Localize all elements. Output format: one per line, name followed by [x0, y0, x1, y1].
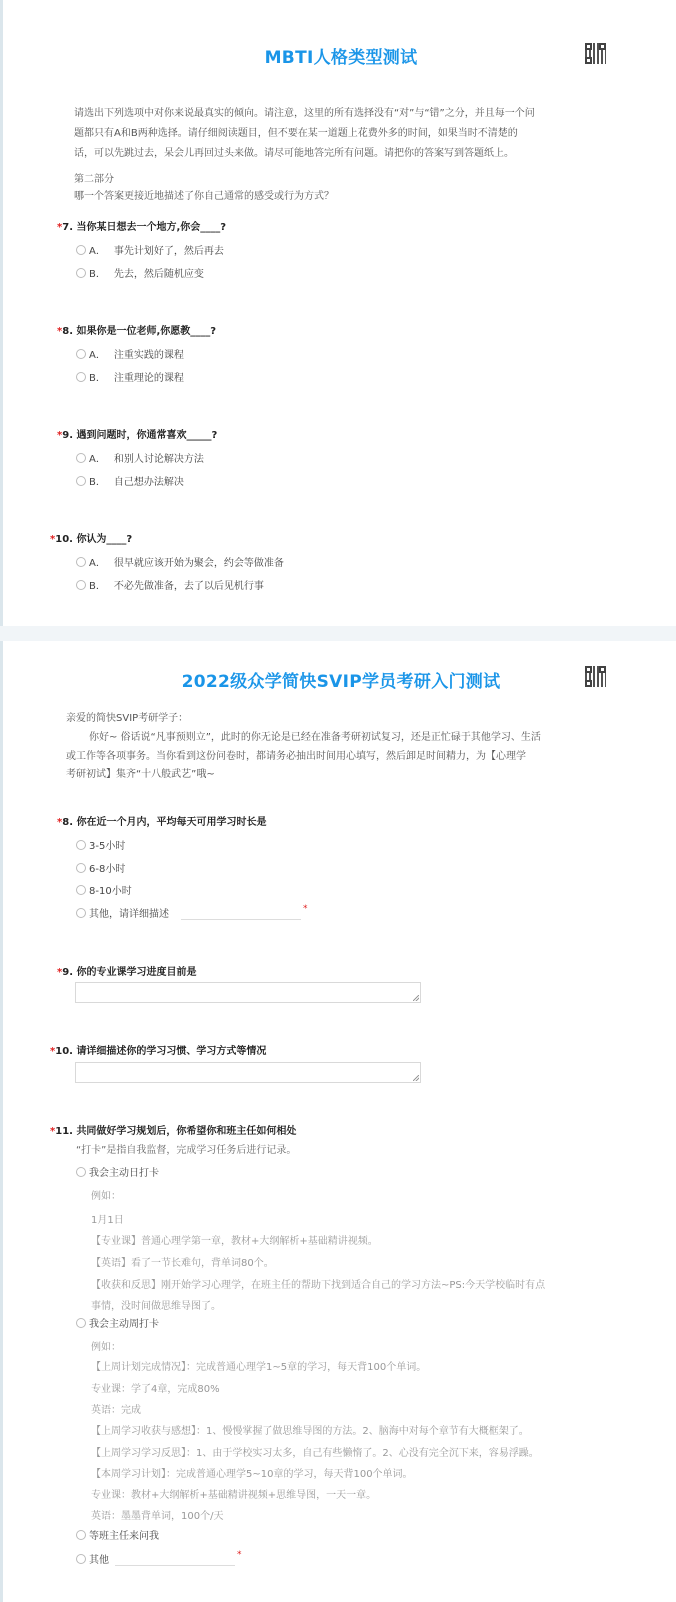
intro-line-3: 话，可以先跳过去，呆会儿再回过头来做。请尽可能地答完所有问题。请把你的答案写到答题纸上。	[74, 148, 514, 159]
radio-circle[interactable]	[76, 453, 86, 463]
example-line: 【英语】看了一节长难句，背单词80个。	[91, 1258, 274, 1269]
example-line: 1月1日	[91, 1215, 124, 1226]
radio-option[interactable]: 我会主动周打卡	[76, 1315, 159, 1330]
example-line: 【本周学习计划】：完成普通心理学5~10章的学习，每天背100个单词。	[91, 1469, 413, 1480]
radio-option[interactable]: 6-8小时	[76, 860, 125, 875]
radio-circle[interactable]	[76, 349, 86, 359]
radio-option[interactable]: 我会主动日打卡	[76, 1164, 159, 1179]
example-line: 英语：墨墨背单词，100个/天	[91, 1511, 224, 1522]
question-title: *9. 遇到问题时，你通常喜欢_____?	[57, 430, 218, 441]
example-line: 【上周计划完成情况】：完成普通心理学1~5章的学习，每天背100个单词。	[91, 1362, 427, 1373]
radio-circle[interactable]	[76, 1530, 86, 1540]
section-description: 哪一个答案更接近地描述了你自己通常的感受或行为方式？	[74, 191, 334, 202]
radio-circle[interactable]	[76, 580, 86, 590]
radio-circle[interactable]	[76, 245, 86, 255]
radio-option[interactable]: B． 自己想办法解决	[76, 473, 184, 488]
greeting: 亲爱的简快SVIP考研学子：	[66, 713, 189, 724]
question-title: *9. 你的专业课学习进度目前是	[57, 967, 197, 978]
question-title: *11. 共同做好学习规划后，你希望你和班主任如何相处	[50, 1126, 297, 1137]
question-title: *8. 你在近一个月内，平均每天可用学习时长是	[57, 817, 267, 828]
survey-panel-svip	[0, 641, 676, 1602]
section-label: 第二部分	[74, 174, 114, 185]
radio-circle[interactable]	[76, 476, 86, 486]
example-line: 英语：完成	[91, 1405, 141, 1416]
other-text-input[interactable]	[115, 1551, 235, 1566]
radio-option[interactable]: B． 不必先做准备，去了以后见机行事	[76, 577, 264, 592]
page-title: MBTI人格类型测试	[264, 48, 418, 68]
example-line: 【上周学习学习反思】：1、由于学校实习太多，自己有些懒惰了。2、心没有完全沉下来，容易浮躁。	[91, 1448, 539, 1459]
answer-textarea[interactable]	[75, 982, 421, 1003]
radio-option[interactable]: A． 很早就应该开始为聚会，约会等做准备	[76, 554, 284, 569]
qr-code-icon[interactable]	[585, 666, 606, 687]
radio-circle[interactable]	[76, 268, 86, 278]
radio-circle[interactable]	[76, 372, 86, 382]
radio-option[interactable]: 等班主任来问我	[76, 1527, 159, 1542]
radio-option[interactable]: 其他，请详细描述	[76, 905, 169, 920]
page-title: 2022级众学简快SVIP学员考研入门测试	[181, 672, 501, 692]
other-text-input[interactable]	[181, 905, 301, 920]
example-line: 【上周学习收获与感想】：1、慢慢掌握了做思维导图的方法。2、脑海中对每个章节有大概框架了。	[91, 1426, 529, 1437]
intro-line-1: 请选出下列选项中对你来说最真实的倾向。请注意，这里的所有选择没有“对”与“错”之分，并且每一个问	[74, 108, 535, 119]
intro-line-2: 或工作等各项事务。当你看到这份问卷时，都请务必抽出时间用心填写，然后卸足时间精力，为【心理学	[66, 751, 526, 762]
intro-line-2: 题都只有A和B两种选择。请仔细阅读题目，但不要在某一道题上花费外多的时间，如果当时不清楚的	[74, 128, 518, 139]
example-line: 【专业课】普通心理学第一章，教材+大纲解析+基础精讲视频。	[91, 1236, 378, 1247]
radio-option[interactable]: A． 事先计划好了，然后再去	[76, 242, 224, 257]
radio-option[interactable]: A． 和别人讨论解决方法	[76, 450, 204, 465]
example-line: 【收获和反思】刚开始学习心理学，在班主任的帮助下找到适合自己的学习方法~PS:今天学校临时有点	[91, 1280, 546, 1291]
example-line: 例如：	[91, 1342, 121, 1353]
radio-option[interactable]: 3-5小时	[76, 837, 125, 852]
radio-option[interactable]: A． 注重实践的课程	[76, 346, 184, 361]
intro-line-3: 考研初试】集齐“十八般武艺”哦~	[66, 769, 215, 780]
radio-circle[interactable]	[76, 863, 86, 873]
panel-divider	[0, 626, 676, 641]
example-line: 例如：	[91, 1191, 121, 1202]
radio-option[interactable]: B． 注重理论的课程	[76, 369, 184, 384]
radio-circle[interactable]	[76, 885, 86, 895]
radio-option[interactable]: B． 先去，然后随机应变	[76, 265, 204, 280]
qr-code-icon[interactable]	[585, 43, 606, 64]
radio-circle[interactable]	[76, 1167, 86, 1177]
question-title: *8. 如果你是一位老师,你愿教____?	[57, 326, 217, 337]
question-title: *10. 你认为____?	[50, 534, 133, 545]
survey-panel-mbti	[0, 0, 676, 626]
radio-circle[interactable]	[76, 908, 86, 918]
question-description: “打卡”是指自我监督，完成学习任务后进行记录。	[76, 1145, 297, 1156]
intro-line-1: 你好~ 俗话说“凡事预则立”，此时的你无论是已经在准备考研初试复习，还是正忙碌于其他学习、生活	[89, 732, 541, 743]
example-line: 事情，没时间做思维导图了。	[91, 1301, 221, 1312]
radio-circle[interactable]	[76, 840, 86, 850]
example-line: 专业课：学了4章，完成80%	[91, 1384, 220, 1395]
radio-circle[interactable]	[76, 557, 86, 567]
radio-circle[interactable]	[76, 1554, 86, 1564]
required-mark: *	[237, 1550, 242, 1560]
radio-circle[interactable]	[76, 1318, 86, 1328]
radio-option[interactable]: 其他	[76, 1551, 109, 1566]
required-mark: *	[303, 904, 308, 914]
question-title: *10. 请详细描述你的学习习惯、学习方式等情况	[50, 1046, 267, 1057]
example-line: 专业课：教材+大纲解析+基础精讲视频+思维导图，一天一章。	[91, 1490, 377, 1501]
answer-textarea[interactable]	[75, 1062, 421, 1083]
question-title: *7. 当你某日想去一个地方,你会____?	[57, 222, 227, 233]
required-mark: *	[57, 222, 63, 233]
radio-option[interactable]: 8-10小时	[76, 882, 132, 897]
